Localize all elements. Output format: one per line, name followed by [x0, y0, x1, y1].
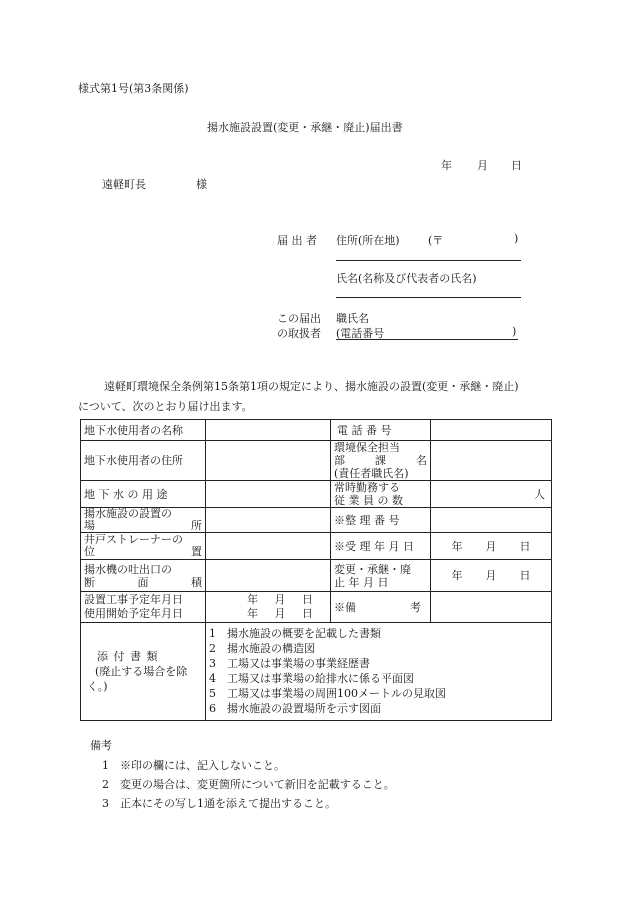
address-label: 住所(所在地)	[336, 234, 400, 247]
use-field[interactable]	[206, 481, 331, 508]
strainer-field[interactable]	[206, 533, 331, 560]
handler-label-2: の取扱者	[277, 327, 321, 340]
outlet-label: 揚水機の吐出口の 断 面 積	[81, 560, 206, 592]
note-item: 1 ※印の欄には、記入しないこと。	[102, 759, 285, 772]
date-year: 年	[441, 159, 452, 172]
attachment-item: 4 工場又は事業場の給排水に係る平面図	[209, 672, 414, 685]
attachments-list	[206, 623, 552, 721]
handler-title-label: 職氏名	[336, 312, 369, 325]
handler-phone-close: )	[512, 325, 517, 338]
attachment-item: 3 工場又は事業場の事業経歴書	[209, 657, 370, 670]
handler-phone-label: (電話番号	[336, 327, 385, 340]
outlet-field[interactable]	[206, 560, 331, 592]
attachment-item: 1 揚水施設の概要を記載した書類	[209, 627, 381, 640]
change-date-field[interactable]: 年 月 日	[431, 560, 552, 592]
date-month: 月	[477, 159, 488, 172]
name-line	[336, 297, 521, 298]
note-item: 2 変更の場合は、変更箇所について新旧を記載すること。	[102, 778, 395, 791]
attachments-label: 添 付 書 類 (廃止する場合を除 く。)	[81, 623, 206, 721]
received-date-label: ※受 理 年 月 日	[331, 533, 431, 560]
attachment-item: 5 工場又は事業場の周囲100メートルの見取図	[209, 687, 446, 700]
staff-unit: 人	[534, 487, 545, 501]
user-address-field[interactable]	[206, 441, 331, 481]
remarks-field[interactable]	[431, 592, 552, 623]
name-label: 氏名(名称及び代表者の氏名)	[336, 272, 477, 285]
construction-label: 設置工事予定年月日 使用開始予定年月日	[81, 592, 206, 623]
staff-label: 常時勤務する 従 業 員 の 数	[331, 481, 431, 508]
intro-line-2: について、次のとおり届け出ます。	[78, 400, 253, 413]
intro-line-1: 遠軽町環境保全条例第15条第1項の規定により、揚水施設の設置(変更・承継・廃止)	[104, 380, 519, 393]
phone-field[interactable]	[431, 420, 552, 441]
remarks-label: ※備 考	[331, 592, 431, 623]
handler-phone-line	[336, 339, 518, 340]
user-name-label: 地下水使用者の名称	[81, 420, 206, 441]
env-dept-label: 環境保全担当 部 課 名 (責任者職氏名)	[331, 441, 431, 481]
note-item: 3 正本にその写し1通を添えて提出すること。	[102, 797, 336, 810]
postal-open: (〒	[428, 234, 444, 247]
use-label: 地 下 水 の 用 途	[81, 481, 206, 508]
attachment-item: 2 揚水施設の構造図	[209, 642, 315, 655]
page-title: 揚水施設設置(変更・承継・廃止)届出書	[207, 121, 403, 134]
handler-label-1: この届出	[277, 312, 321, 325]
form-id: 様式第1号(第3条関係)	[78, 82, 189, 95]
addressee-name: 遠軽町長	[102, 178, 146, 191]
date-day: 日	[511, 159, 522, 172]
user-name-field[interactable]	[206, 420, 331, 441]
attachment-item: 6 揚水施設の設置場所を示す図面	[209, 702, 381, 715]
ref-no-field[interactable]	[431, 508, 552, 533]
site-label: 揚水施設の設置の 場 所	[81, 508, 206, 533]
env-dept-field[interactable]	[431, 441, 552, 481]
address-line	[336, 260, 521, 261]
strainer-label: 井戸ストレーナーの 位 置	[81, 533, 206, 560]
postal-close: )	[514, 232, 519, 245]
ref-no-label: ※整 理 番 号	[331, 508, 431, 533]
change-date-label: 変更・承継・廃 止 年 月 日	[331, 560, 431, 592]
user-address-label: 地下水使用者の住所	[81, 441, 206, 481]
received-date-field[interactable]: 年 月 日	[431, 533, 552, 560]
construction-field[interactable]: 年 月 日 年 月 日	[206, 592, 331, 623]
form-table	[80, 419, 552, 721]
notes-title: 備考	[90, 739, 112, 752]
staff-field[interactable]	[431, 481, 552, 508]
notifier-label: 届 出 者	[277, 234, 317, 247]
addressee-honorific: 様	[196, 178, 207, 191]
site-field[interactable]	[206, 508, 331, 533]
phone-label: 電 話 番 号	[331, 420, 431, 441]
